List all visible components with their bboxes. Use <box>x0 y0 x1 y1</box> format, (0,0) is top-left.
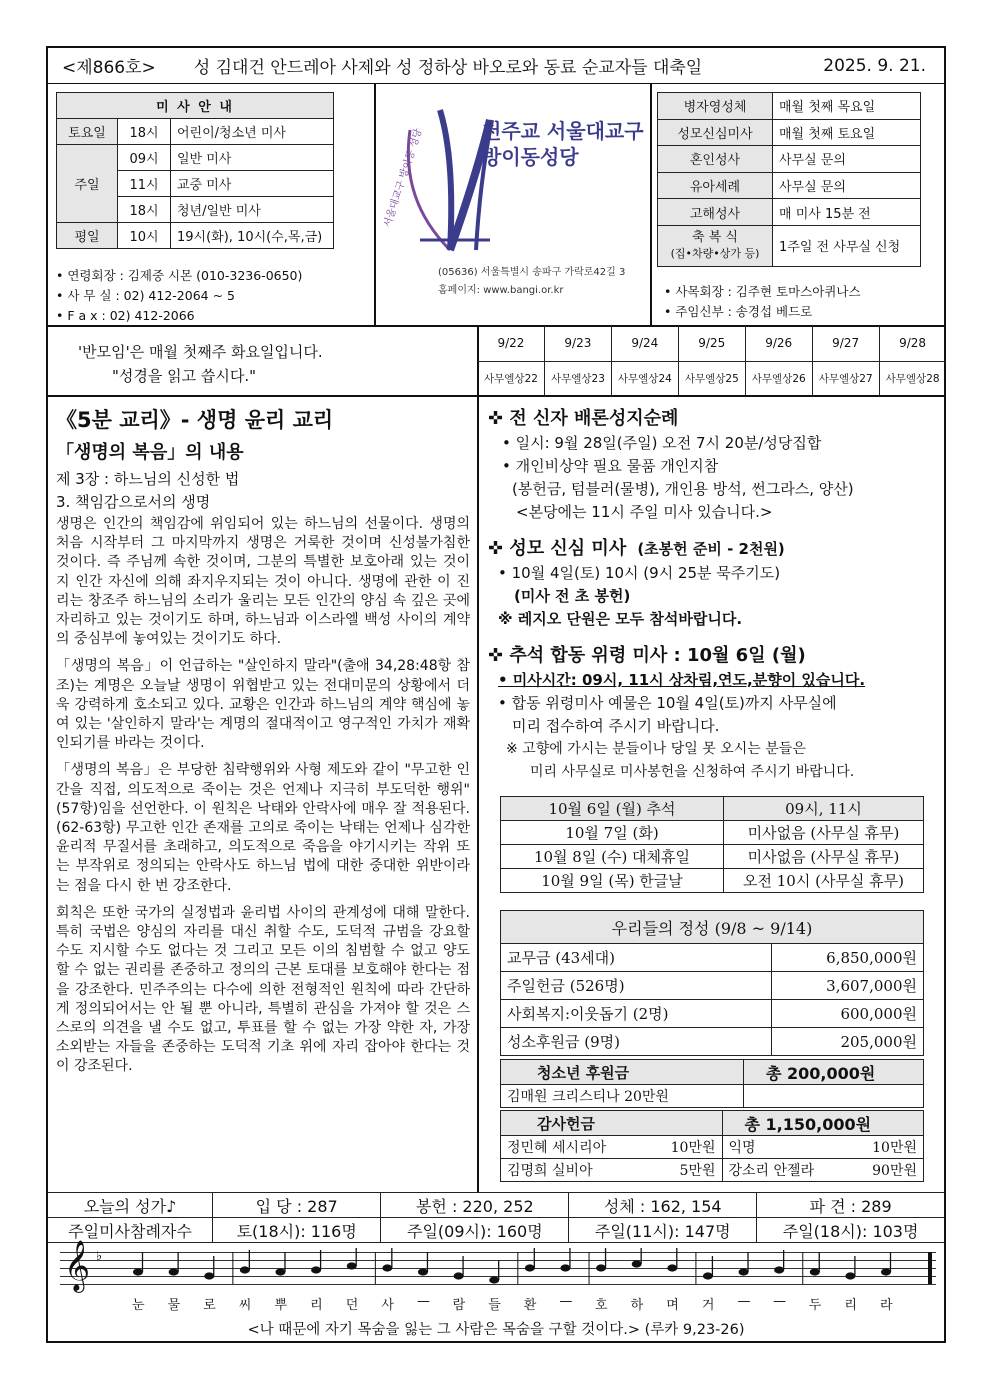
lyric-syllable: 리 <box>844 1298 858 1313</box>
pilgrimage-line: • 개인비상약 필요 물품 개인지참 <box>502 457 719 475</box>
donor-name: 강소리 안젤라 <box>722 1159 835 1182</box>
week-reading: 사무엘상28 <box>885 373 940 386</box>
lyric-syllable: 호 <box>595 1298 609 1313</box>
parish-address: (05636) 서울특별시 송파구 가락로42길 3 <box>438 267 626 278</box>
sacrament-value: 1주일 전 사무실 신청 <box>773 225 921 266</box>
donor-amount: 90만원 <box>835 1159 924 1182</box>
marian-line: ※ 레지오 단원은 모두 참석바랍니다. <box>498 610 743 628</box>
schedule-info: 오전 10시 (사무실 휴무) <box>724 869 924 893</box>
donor-amount: 10만원 <box>835 1136 924 1159</box>
marian-title-note: (초봉헌 준비 - 2천원) <box>637 540 785 558</box>
divider <box>650 84 652 326</box>
schedule-day: 10월 8일 (수) 대체휴일 <box>501 845 724 869</box>
note-head <box>632 1260 642 1267</box>
doctrine-chapter: 제 3장 : 하느님의 신성한 법 <box>56 470 240 488</box>
note-head <box>382 1264 392 1271</box>
mass-time: 18시 <box>118 119 171 145</box>
doctrine-paragraph: 「생명의 복음」은 부당한 침략행위와 사형 제도와 같이 "무고한 인간을 직접, 의도적으로 죽이는 것은 언제나 지극히 부도덕한 행위"(57항)임을 선언한다. 이 원칙은 낙태와 안락사에 매우 잘 적용된다.(62-63항) 무고한 인간 존재를 고의로 죽이는 낙태는 언제나 심각한 윤리적 무질서를 초래하고, 의도적으로 죽음을 야기시키는 작위 또는 부작위로 정의되는 안락사도 하느님 법에 대한 중대한 위반이라는 점을 다시 한 번 강조한다. <box>56 762 470 894</box>
announcements <box>488 404 936 784</box>
sacrament-name: 유아세례 <box>658 172 773 199</box>
lyric-syllable: 눈 <box>132 1298 146 1313</box>
bulletin-header <box>48 48 944 84</box>
marian-line: • 10월 4일(토) 10시 (9시 25분 묵주기도) <box>498 564 781 582</box>
lyric-syllable: 뿌 <box>274 1298 289 1313</box>
lyric-syllable: 들 <box>488 1298 502 1313</box>
lyric-syllable: — <box>737 1294 752 1309</box>
week-date: 9/23 <box>544 326 611 361</box>
mass-desc: 19시(화), 10시(수,목,금) <box>171 223 334 249</box>
week-reading: 사무엘상26 <box>745 361 812 396</box>
note-head <box>596 1264 606 1271</box>
donor-name: 익명 <box>722 1136 835 1159</box>
sacrament-value: 사무실 문의 <box>773 146 921 173</box>
weekday-label: 평일 <box>57 223 118 249</box>
attendance-sat: 토(18시): 116명 <box>213 1218 381 1243</box>
issue-number: <제866호> <box>62 58 156 78</box>
marian-line: (미사 전 초 봉헌) <box>514 587 631 605</box>
chuseok-line: ※ 고향에 가시는 분들이나 당일 못 오시는 분들은 <box>506 741 806 757</box>
week-reading: 사무엘상24 <box>611 361 678 396</box>
doctrine-title: 《5분 교리》- 생명 윤리 교리 <box>56 408 334 432</box>
schedule-info: 미사없음 (사무실 휴무) <box>724 821 924 845</box>
offering-amount: 600,000원 <box>772 1000 924 1028</box>
note-head <box>703 1272 713 1279</box>
youth-label: 청소년 후원금 <box>501 1060 744 1085</box>
parish-name-line2: 방이동성당 <box>482 145 579 169</box>
week-date: 9/24 <box>611 326 678 361</box>
sacrament-value: 매월 첫째 목요일 <box>773 93 921 120</box>
lyric-syllable: 거 <box>701 1298 716 1313</box>
schedule-info: 09시, 11시 <box>724 797 924 821</box>
sacrament-name: 성모신심미사 <box>658 119 773 146</box>
note-head <box>418 1268 428 1275</box>
doctrine-section-title: 3. 책임감으로서의 생명 <box>56 493 211 511</box>
hymn-label: 오늘의 성가♪ <box>48 1193 213 1218</box>
donor-name: 김명희 실비아 <box>501 1159 634 1182</box>
lyric-syllable: — <box>416 1294 431 1309</box>
note-head <box>133 1268 143 1275</box>
offering-name: 사회복지:이웃돕기 (2명) <box>501 1000 772 1028</box>
time-signature: ♭ <box>96 1249 103 1264</box>
week-reading: 사무엘상27 <box>812 361 879 396</box>
attendance-sun18: 주일(18시): 103명 <box>757 1218 944 1243</box>
hymn-entrance: 입 당 : 287 <box>213 1193 381 1218</box>
week-reading: 사무엘상25 <box>678 361 745 396</box>
sacrament-name: 병자영성체 <box>658 93 773 120</box>
chuseok-line: 미리 접수하여 주시기 바랍니다. <box>512 717 720 735</box>
week-reading: 사무엘상23 <box>544 361 611 396</box>
note-head <box>560 1264 570 1271</box>
mass-time: 11시 <box>118 171 171 197</box>
offering-name: 성소후원금 (9명) <box>501 1028 772 1056</box>
hymn-communion: 성체 : 162, 154 <box>569 1193 757 1218</box>
pilgrimage-line: • 일시: 9월 28일(주일) 오전 7시 20분/성당집합 <box>502 434 822 452</box>
sacrament-name: 고해성사 <box>658 199 773 226</box>
notice-box <box>78 340 323 388</box>
chuseok-schedule-table <box>500 796 924 893</box>
sunday-label: 주일 <box>57 145 118 223</box>
sacraments-table <box>657 92 921 267</box>
lyric-syllable: 라 <box>880 1298 894 1313</box>
note-head <box>311 1266 321 1273</box>
mass-time: 10시 <box>118 223 171 249</box>
thanks-label: 감사헌금 <box>501 1111 723 1136</box>
note-head <box>667 1264 677 1271</box>
offering-name: 주일헌금 (526명) <box>501 972 772 1000</box>
pilgrimage-line: <본당에는 11시 주일 미사 있습니다.> <box>516 503 773 521</box>
column-divider <box>477 326 479 1193</box>
mass-desc: 교중 미사 <box>171 171 334 197</box>
saturday-label: 토요일 <box>57 119 118 145</box>
gospel-verse: <나 때문에 자기 목숨을 잃는 그 사람은 목숨을 구할 것이다.> (루카 9,23-26) <box>247 1322 745 1338</box>
mass-desc: 일반 미사 <box>171 145 334 171</box>
mass-desc: 청년/일반 미사 <box>171 197 334 223</box>
note-head <box>881 1268 891 1275</box>
lyric-syllable: 두 <box>808 1298 823 1313</box>
parish-name-line1: 천주교 서울대교구 <box>482 119 644 143</box>
offering-title: 우리들의 정성 (9/8 ~ 9/14) <box>501 911 924 944</box>
parish-priest: • 주임신부 : 송경섭 베드로 <box>664 304 813 319</box>
week-date: 9/27 <box>812 326 879 361</box>
hymn-attendance-table <box>48 1192 944 1243</box>
lyric-syllable: 물 <box>167 1298 182 1313</box>
note-head <box>845 1272 855 1279</box>
council-president: • 사목회장 : 김주현 토마스아퀴나스 <box>664 284 861 299</box>
schedule-day: 10월 7일 (화) <box>501 821 724 845</box>
offering-amount: 205,000원 <box>772 1028 924 1056</box>
doctrine-paragraph: 회칙은 또한 국가의 실정법과 윤리법 사이의 관계성에 대해 말한다. 특히 국법은 양심의 자리를 대신 취할 수도, 도덕적 규범을 강요할 수도 지시할 수도 없다는 것 그리고 모든 이의 침범할 수 없고 양도할 수 없는 권리를 존중하고 정의의 근본 토대를 보호해야 한다는 점을 강조한다. 민주주의는 다수에 의한 전형적인 원칙에 따라 간단하게 정의되어서는 안 될 뿐 아니라, 특별히 관심을 가져야 할 것은 스스로의 의견을 낼 수도 없고, 투표를 할 수 없는 가장 약한 자, 가장 소외받는 자들을 존중하는 도덕적 기초 위에 자리 잡아야 한다는 것이 강조된다. <box>56 904 470 1075</box>
donor-amount: 10만원 <box>633 1136 722 1159</box>
lyric-syllable: 리 <box>310 1298 324 1313</box>
note-head <box>275 1268 285 1275</box>
treble-clef-icon: 𝄞 <box>64 1240 91 1291</box>
mass-desc: 어린이/청소년 미사 <box>171 119 334 145</box>
note-head <box>169 1268 179 1275</box>
weekly-readings-table <box>478 326 946 396</box>
note-head <box>774 1266 784 1273</box>
offering-amount: 6,850,000원 <box>772 944 924 972</box>
doctrine-section <box>56 404 470 1077</box>
attendance-sun11: 주일(11시): 147명 <box>569 1218 757 1243</box>
lyric-syllable: — <box>559 1294 574 1309</box>
contact-info <box>56 266 366 326</box>
note-head <box>525 1264 535 1271</box>
youth-donor: 김매원 크리스티나 20만원 <box>501 1085 744 1108</box>
sacrament-name: 혼인성사 <box>658 146 773 173</box>
hymn-offertory: 봉헌 : 220, 252 <box>381 1193 569 1218</box>
hymn-dismissal: 파 견 : 289 <box>757 1193 944 1218</box>
sacrament-value: 사무실 문의 <box>773 172 921 199</box>
marian-title: ✜ 성모 신심 미사 <box>488 538 627 559</box>
thanks-donation-table <box>500 1110 924 1182</box>
chuseok-line: 미리 사무실로 미사봉헌을 신청하여 주시기 바랍니다. <box>530 764 855 780</box>
donor-name: 정민혜 세시리아 <box>501 1136 634 1159</box>
schedule-day: 10월 9일 (목) 한글날 <box>501 869 724 893</box>
sacrament-value: 매 미사 15분 전 <box>773 199 921 226</box>
lyric-syllable: — <box>773 1294 788 1309</box>
donor-amount: 5만원 <box>633 1159 722 1182</box>
lyric-syllable: 환 <box>523 1298 538 1313</box>
chuseok-line: • 합동 위령미사 예물은 10월 4일(토)까지 사무실에 <box>498 694 837 712</box>
lyric-syllable: 사 <box>381 1298 395 1313</box>
doctrine-paragraph: 생명은 인간의 책임감에 위임되어 있는 하느님의 선물이다. 생명의 처음 시작부터 그 마지막까지 생명은 거룩한 것이며 신성불가침한 것이다. 즉 주님께 속한 것이며, 그분의 특별한 보호아래 있는 것이지 인간 자신에 의해 좌지우지되는 것이 아니다. 생명에 관한 이 진리는 창조주 하느님의 소리가 울리는 모든 인간의 양심 속 깊은 곳에 자리하고 있는 것이기도 하며, 하느님과 이스라엘 백성 사이의 계약의 중심부에 놓여있는 것이기도 하다. <box>56 516 470 648</box>
lyric-syllable: 하 <box>630 1298 645 1313</box>
office-fax: • F a x : 02) 412-2066 <box>56 308 195 323</box>
thanks-total: 총 1,150,000원 <box>722 1111 924 1136</box>
music-notes <box>60 1248 936 1292</box>
week-date: 9/22 <box>478 326 544 361</box>
pastor-info <box>664 282 939 322</box>
divider <box>374 84 376 326</box>
divider <box>48 395 944 397</box>
mass-time: 18시 <box>118 197 171 223</box>
note-head <box>454 1272 464 1279</box>
attendance-label: 주일미사참례자수 <box>48 1218 213 1243</box>
lyric-syllable: 람 <box>452 1298 467 1313</box>
sacrament-name-note: (집•차량•상가 등) <box>670 246 760 260</box>
note-head <box>810 1268 820 1275</box>
sacrament-value: 매월 첫째 토요일 <box>773 119 921 146</box>
feast-title: 성 김대건 안드레아 사제와 성 정하상 바오로와 동료 순교자들 대축일 <box>193 58 703 78</box>
hymn-lyrics <box>60 1294 936 1314</box>
week-date: 9/28 <box>879 326 945 361</box>
lyric-syllable: 로 <box>203 1298 217 1313</box>
notice-line: '반모임'은 매월 첫째주 화요일입니다. <box>78 343 323 361</box>
mass-time: 09시 <box>118 145 171 171</box>
youth-donation-table <box>500 1059 924 1108</box>
offering-amount: 3,607,000원 <box>772 972 924 1000</box>
doctrine-paragraph: 「생명의 복음」이 언급하는 "살인하지 말라"(출애 34,28:48항 참조)는 계명은 오늘날 생명이 위협받고 있는 전대미문의 상황에서 더욱 강력하게 호소되고 있다. 교황은 인간과 하느님의 계약 핵심에 놓여 있는 '살인하지 말라'는 계명의 절대적이고 영구적인 가치가 재확인되기를 바라는 것이다. <box>56 658 470 752</box>
funeral-contact: • 연령회장 : 김제중 시몬 (010-3236-0650) <box>56 268 303 283</box>
note-head <box>240 1266 250 1273</box>
schedule-info: 미사없음 (사무실 휴무) <box>724 845 924 869</box>
attendance-sun9: 주일(09시): 160명 <box>381 1218 569 1243</box>
final-barline <box>928 1252 932 1284</box>
bulletin-date: 2025. 9. 21. <box>823 55 926 76</box>
notice-line: "성경을 읽고 씁시다." <box>112 367 257 385</box>
office-phone: • 사 무 실 : 02) 412-2064 ~ 5 <box>56 288 235 303</box>
mass-guide-table <box>56 92 334 249</box>
logo-arc-text: 서울대교구 방이동 성당 <box>382 127 425 229</box>
pilgrimage-title: ✜ 전 신자 배론성지순례 <box>488 408 679 429</box>
youth-total: 총 200,000원 <box>744 1060 924 1085</box>
lyric-syllable: 며 <box>666 1298 680 1313</box>
parish-logo-block <box>380 90 645 322</box>
week-date: 9/25 <box>678 326 745 361</box>
note-head <box>489 1276 499 1283</box>
lyric-syllable: 씨 <box>238 1298 253 1313</box>
music-staff <box>60 1240 936 1292</box>
chuseok-line: • 미사시간: 09시, 11시 상차림,연도,분향이 있습니다. <box>498 671 866 689</box>
schedule-day: 10월 6일 (월) 추석 <box>501 797 724 821</box>
offering-table <box>500 910 924 1056</box>
sacrament-name: 축 복 식 <box>692 229 738 245</box>
mass-guide-title: 미 사 안 내 <box>57 93 334 119</box>
offering-name: 교무금 (43세대) <box>501 944 772 972</box>
pilgrimage-line: (봉헌금, 텀블러(물병), 개인용 방석, 썬그라스, 양산) <box>512 480 854 498</box>
chuseok-title: ✜ 추석 합동 위령 미사 : 10월 6일 (월) <box>488 645 806 666</box>
doctrine-subtitle: 「생명의 복음」의 내용 <box>56 442 244 463</box>
lyric-syllable: 던 <box>345 1298 360 1313</box>
parish-homepage[interactable]: 홈페이지: www.bangi.or.kr <box>438 285 564 296</box>
week-date: 9/26 <box>745 326 812 361</box>
note-head <box>204 1272 214 1279</box>
note-head <box>347 1262 357 1269</box>
note-head <box>739 1268 749 1275</box>
week-reading: 사무엘상22 <box>478 361 544 396</box>
